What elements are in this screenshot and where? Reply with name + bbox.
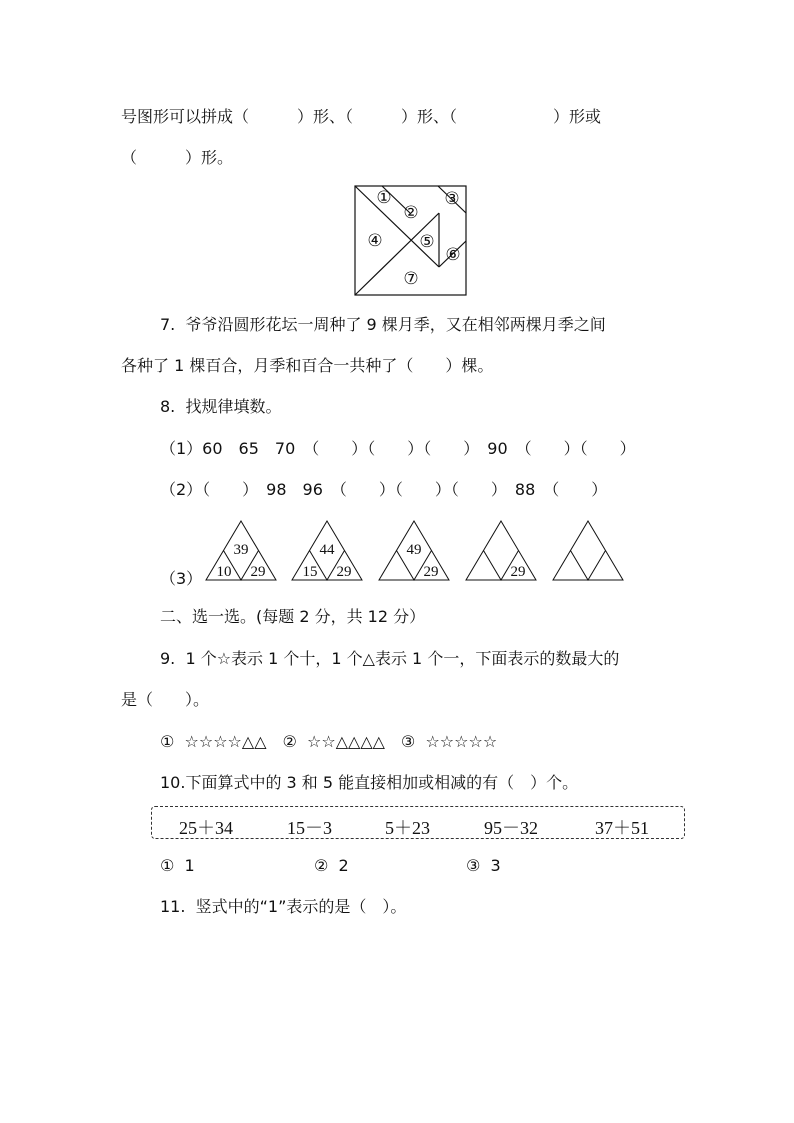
- triangle-1-left: 10: [216, 564, 232, 580]
- triangle-1-right: 29: [250, 564, 266, 580]
- expression-2: 15－3: [287, 818, 332, 838]
- triangle-2-right: 29: [336, 564, 352, 580]
- q10-option-3: ③ 3: [466, 856, 501, 875]
- number-triangle-4: [465, 520, 537, 582]
- q10-title: 10.下面算式中的 3 和 5 能直接相加或相减的有（ ）个。: [160, 773, 579, 792]
- expression-3: 5＋23: [385, 818, 430, 838]
- q8-row-3-label: （3）: [160, 569, 203, 588]
- q6-line-1: 号图形可以拼成（ ）形、（ ）形、（ ）形或: [121, 107, 602, 126]
- triangle-3-top: 49: [406, 542, 422, 558]
- q8-row-1: （1）60 65 70 （ ）（ ）（ ） 90 （ ）（ ）: [160, 439, 636, 458]
- tangram-label-3: ③: [444, 189, 460, 209]
- triangle-4-right: 29: [510, 564, 526, 580]
- number-triangle-3: [378, 520, 450, 582]
- number-triangle-5: [552, 520, 624, 582]
- q8-row-2: （2）（ ） 98 96 （ ）（ ）（ ） 88 （ ）: [160, 480, 608, 499]
- tangram-diagonal: [355, 186, 439, 267]
- expression-box: [151, 806, 685, 839]
- expression-5: 37＋51: [595, 818, 649, 838]
- q7-line-2: 各种了 1 棵百合，月季和百合一共种了（ ）棵。: [121, 356, 494, 375]
- triangle-2-left: 15: [302, 564, 318, 580]
- q9-line-1: 9. 1 个☆表示 1 个十，1 个△表示 1 个一，下面表示的数最大的: [160, 649, 620, 668]
- expression-1: 25＋34: [179, 818, 233, 838]
- triangle-3-right: 29: [423, 564, 439, 580]
- triangle-2-top: 44: [319, 542, 335, 558]
- number-triangle-1: [205, 520, 277, 582]
- q9-options: ① ☆☆☆☆△△ ② ☆☆△△△△ ③ ☆☆☆☆☆: [160, 732, 498, 751]
- tangram-label-2: ②: [403, 203, 419, 223]
- q10-option-2: ② 2: [314, 856, 349, 875]
- tangram-cross-line: [355, 213, 439, 295]
- tangram-label-4: ④: [367, 231, 383, 251]
- expression-4: 95－32: [484, 818, 538, 838]
- q6-line-2: （ ）形。: [121, 148, 234, 167]
- triangle-1-top: 39: [233, 542, 249, 558]
- number-triangle-2: [291, 520, 363, 582]
- tangram-label-5: ⑤: [419, 232, 435, 252]
- tangram-label-7: ⑦: [403, 269, 419, 289]
- section-2-title: 二、选一选。(每题 2 分，共 12 分）: [160, 607, 426, 626]
- tangram-figure: [354, 185, 468, 297]
- q7-line-1: 7. 爷爷沿圆形花坛一周种了 9 棵月季，又在相邻两棵月季之间: [160, 315, 606, 334]
- q10-option-1: ① 1: [160, 856, 195, 875]
- q9-line-2: 是（ ）。: [121, 690, 210, 709]
- tangram-label-1: ①: [376, 188, 392, 208]
- q11-title: 11. 竖式中的“1”表示的是（ ）。: [160, 897, 407, 916]
- tangram-label-6: ⑥: [445, 245, 461, 265]
- q8-title: 8. 找规律填数。: [160, 397, 282, 416]
